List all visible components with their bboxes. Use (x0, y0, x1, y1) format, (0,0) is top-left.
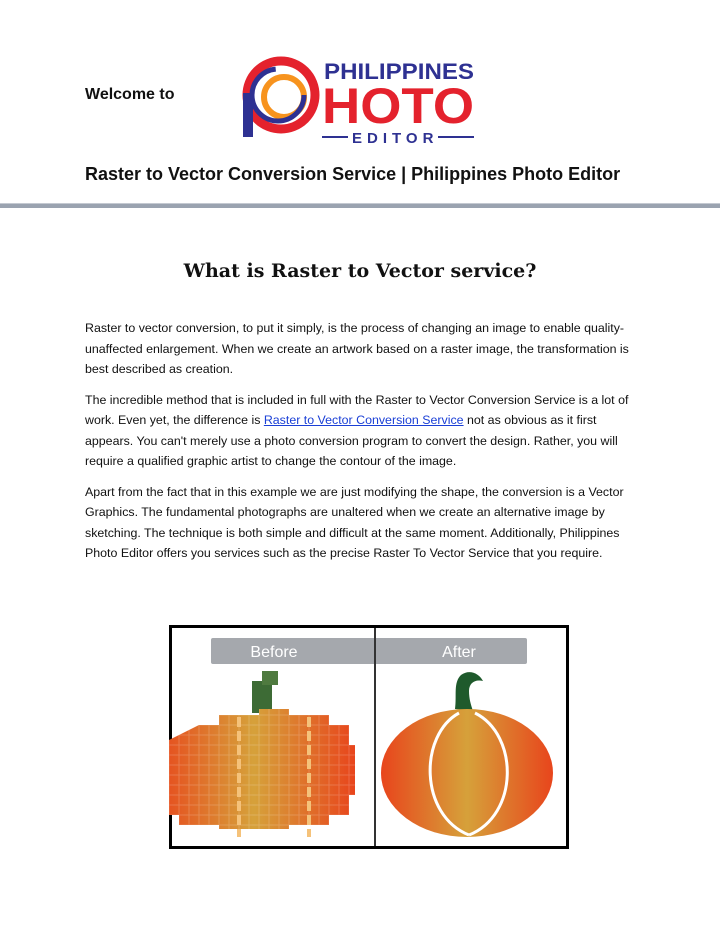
after-label: After (442, 644, 476, 661)
paragraph-2 (85, 390, 630, 472)
paragraph-3: Apart from the fact that in this example we are just modifying the shape, the conversion is a Vector Graphics. The fundamental photographs are unaltered when we create an alternative image by sketching. The technique is both simple and difficult at the same moment. Additionally, Philippines Photo Editor offers you services such as the precise Raster To Vector Service that you require. (85, 484, 624, 560)
paragraph-1: Raster to vector conversion, to put it simply, is the process of changing an image to enable quality-unaffected enlargement. When we create an artwork based on a raster image, the transformation is best described as creation. (85, 321, 629, 376)
raster-pumpkin-stem-top (262, 671, 278, 685)
logo-line-editor: EDITOR (352, 130, 439, 147)
page-title: Raster to Vector Conversion Service | Philippines Photo Editor (85, 164, 621, 184)
paragraph-2-end: not as obvious as it first appears. You can't merely use a photo conversion program to convert the design. Rather, you will require a qualified graphic artist to change the contour of the image. (85, 413, 618, 468)
logo-line-philippines: PHILIPPINES (324, 59, 474, 84)
before-after-figure (169, 625, 569, 849)
article-body (85, 318, 630, 574)
welcome-text: Welcome to (85, 86, 175, 103)
paragraph-2-start: The incredible method that is included in full with the Raster to Vector Conversion Service is a lot of work. Even yet, the difference is (85, 392, 629, 427)
raster-pumpkin-stem (252, 681, 272, 713)
raster-to-vector-link[interactable]: Raster to Vector Conversion Service (263, 413, 464, 427)
raster-pumpkin-body-pixels (169, 709, 355, 829)
header-divider (0, 203, 720, 208)
before-label: Before (250, 644, 298, 661)
vector-pumpkin-body (381, 709, 553, 837)
section-heading: What is Raster to Vector service? (183, 260, 537, 282)
philippines-photo-editor-logo (238, 55, 478, 151)
logo-line-hoto: HOTO (322, 78, 474, 134)
